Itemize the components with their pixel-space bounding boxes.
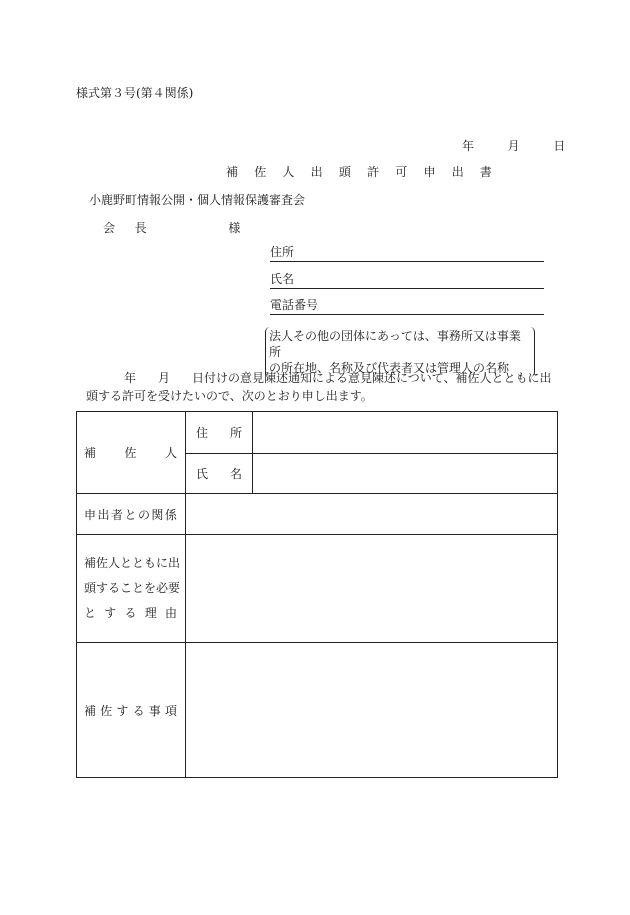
assistant-name-input[interactable] [253,454,558,494]
reason-label-line-2: 頭することを必要 [84,581,181,595]
date-line [462,137,565,154]
assistant-name-label-cell: 氏 名 [186,454,253,494]
reason-input[interactable] [186,535,558,643]
relation-label-cell [77,494,186,535]
assistant-label-cell [77,412,186,494]
reason-label-line-3: と す る 理 由 [84,606,177,620]
date-month-label: 月 [507,139,520,153]
corporate-note-line-1: 法人その他の団体にあっては、事務所又は事業所 [269,329,521,359]
recipient-role [103,219,240,236]
recipient-organization: 小鹿野町情報公開・個人情報保護審査会 [89,193,306,207]
application-statement [74,369,564,405]
applicant-phone-label: 電話番号 [270,298,319,312]
matters-input[interactable] [186,643,558,778]
corporate-note-line-2: の所在地、名称及び代表者又は管理人の名称 [269,361,510,375]
recipient-role-char-2: 長 [134,221,147,235]
relation-label: 申 出 者 と の 関 係 [84,507,177,522]
assistant-address-label-cell: 住 所 [186,412,253,454]
relation-input[interactable] [186,494,558,535]
matters-label-cell [77,643,186,778]
applicant-name-label: 氏名 [270,272,295,286]
recipient-honorific: 様 [228,221,241,235]
date-year-label: 年 [462,139,475,153]
applicant-phone-field[interactable] [270,298,544,315]
applicant-address-label: 住所 [270,245,295,259]
statement-month-label: 月 [158,371,171,385]
applicant-address-field[interactable] [270,245,544,262]
matters-label: 補 佐 す る 事 項 [84,703,177,718]
recipient-role-char-1: 会 [103,221,116,235]
assistant-label: 補 佐 人 [84,446,177,460]
assistant-address-input[interactable] [253,412,558,454]
document-title: 補 佐 人 出 頭 許 可 申 出 書 [226,165,499,179]
date-day-label: 日 [553,139,566,153]
reason-label-cell [77,535,186,643]
assistant-info-table [76,411,558,778]
statement-text-1: 日付けの意見陳述通知による意見陳述について、補佐人とともに出 [192,371,552,385]
statement-year-label: 年 [124,371,137,385]
reason-label-line-1: 補佐人とともに出 [84,556,181,570]
applicant-name-field[interactable] [270,272,544,289]
statement-text-2: 頭する許可を受けたいので、次のとおり申し出ます。 [86,389,373,403]
form-number: 様式第３号(第４関係) [76,86,194,100]
